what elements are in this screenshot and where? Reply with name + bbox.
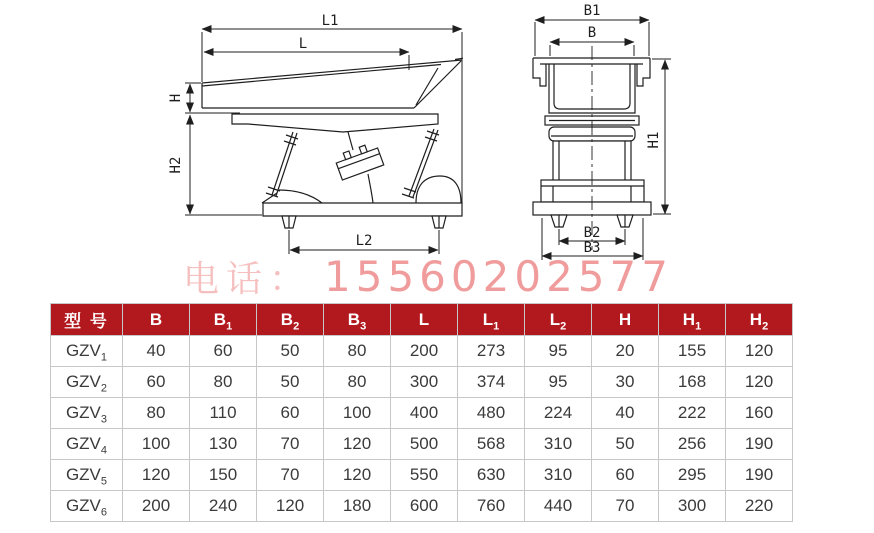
value-cell: 300	[659, 491, 726, 522]
spec-table	[50, 303, 793, 522]
value-cell: 440	[525, 491, 592, 522]
value-cell: 100	[324, 398, 391, 429]
value-cell: 480	[458, 398, 525, 429]
value-cell: 50	[592, 429, 659, 460]
value-cell: 310	[525, 429, 592, 460]
spec-table-body	[51, 336, 793, 522]
dim-label-l1: L1	[321, 13, 339, 29]
value-cell: 224	[525, 398, 592, 429]
side-view-drawing	[168, 13, 463, 254]
header-cell-model: 型 号	[51, 304, 123, 336]
value-cell: 95	[525, 367, 592, 398]
header-cell-l2: $L_2$	[525, 304, 592, 336]
dim-label-h1: H1	[646, 131, 662, 149]
value-cell: 273	[458, 336, 525, 367]
value-cell: 222	[659, 398, 726, 429]
value-cell: 30	[592, 367, 659, 398]
value-cell: 550	[391, 460, 458, 491]
value-cell: 190	[726, 429, 793, 460]
model-cell	[51, 398, 123, 429]
value-cell: 120	[726, 336, 793, 367]
value-cell: 110	[190, 398, 257, 429]
front-view-drawing	[533, 3, 671, 260]
model-cell	[51, 367, 123, 398]
model-subscript: 5	[100, 475, 108, 488]
model-name: GZV	[65, 434, 101, 453]
value-cell: 155	[659, 336, 726, 367]
value-cell: 568	[458, 429, 525, 460]
value-cell: 200	[391, 336, 458, 367]
model-subscript: 4	[100, 444, 108, 457]
value-cell: 256	[659, 429, 726, 460]
value-cell: 95	[525, 336, 592, 367]
dim-label-b2: B2	[583, 225, 601, 241]
value-cell: 50	[257, 367, 324, 398]
value-cell: 70	[592, 491, 659, 522]
value-cell: 630	[458, 460, 525, 491]
value-cell: 80	[324, 367, 391, 398]
value-cell: 70	[257, 460, 324, 491]
model-subscript: 6	[100, 506, 108, 519]
header-cell-l: L	[391, 304, 458, 336]
value-cell: 200	[123, 491, 190, 522]
value-cell: 150	[190, 460, 257, 491]
value-cell: 310	[525, 460, 592, 491]
model-name: GZV	[65, 403, 101, 422]
value-cell: 120	[726, 367, 793, 398]
dim-label-l2: L2	[355, 233, 373, 249]
model-cell	[51, 336, 123, 367]
header-row	[51, 304, 793, 336]
table-row	[51, 336, 793, 367]
watermark-number: 15560202577	[324, 252, 673, 301]
table-row	[51, 460, 793, 491]
value-cell: 760	[458, 491, 525, 522]
value-cell: 120	[324, 429, 391, 460]
header-cell-h1: $H_1$	[659, 304, 726, 336]
value-cell: 40	[592, 398, 659, 429]
header-cell-b1: $B_1$	[190, 304, 257, 336]
dim-label-h: H	[168, 93, 184, 103]
dim-label-b3: B3	[583, 240, 601, 256]
vibration-motor	[334, 141, 384, 180]
value-cell: 40	[123, 336, 190, 367]
value-cell: 168	[659, 367, 726, 398]
value-cell: 400	[391, 398, 458, 429]
value-cell: 295	[659, 460, 726, 491]
model-subscript: 1	[100, 351, 108, 364]
value-cell: 60	[123, 367, 190, 398]
value-cell: 120	[123, 460, 190, 491]
value-cell: 80	[324, 336, 391, 367]
model-name: GZV	[65, 465, 101, 484]
value-cell: 120	[324, 460, 391, 491]
value-cell: 120	[257, 491, 324, 522]
header-cell-b: B	[123, 304, 190, 336]
value-cell: 60	[190, 336, 257, 367]
value-cell: 300	[391, 367, 458, 398]
value-cell: 130	[190, 429, 257, 460]
model-subscript: 2	[100, 382, 108, 395]
table-row	[51, 367, 793, 398]
value-cell: 20	[592, 336, 659, 367]
model-cell	[51, 491, 123, 522]
value-cell: 160	[726, 398, 793, 429]
value-cell: 50	[257, 336, 324, 367]
value-cell: 180	[324, 491, 391, 522]
value-cell: 100	[123, 429, 190, 460]
value-cell: 60	[257, 398, 324, 429]
model-name: GZV	[65, 496, 101, 515]
table-row	[51, 429, 793, 460]
dim-label-b1: B1	[583, 3, 601, 19]
value-cell: 374	[458, 367, 525, 398]
header-cell-b2: $B_2$	[257, 304, 324, 336]
table-row	[51, 398, 793, 429]
model-name: GZV	[65, 372, 101, 391]
value-cell: 500	[391, 429, 458, 460]
header-cell-b3: $B_3$	[324, 304, 391, 336]
watermark-label: 电话：	[183, 259, 313, 300]
model-cell	[51, 460, 123, 491]
header-cell-h2: $H_2$	[726, 304, 793, 336]
model-cell	[51, 429, 123, 460]
value-cell: 80	[123, 398, 190, 429]
dim-label-b: B	[587, 25, 597, 41]
model-name: GZV	[65, 341, 101, 360]
value-cell: 240	[190, 491, 257, 522]
dim-label-h2: H2	[168, 156, 184, 174]
model-subscript: 3	[100, 413, 108, 426]
value-cell: 600	[391, 491, 458, 522]
header-cell-l1: $L_1$	[458, 304, 525, 336]
spec-table-header	[51, 304, 793, 336]
value-cell: 70	[257, 429, 324, 460]
value-cell: 220	[726, 491, 793, 522]
value-cell: 80	[190, 367, 257, 398]
dim-label-l: L	[298, 36, 308, 52]
value-cell: 60	[592, 460, 659, 491]
header-cell-h: H	[592, 304, 659, 336]
table-row	[51, 491, 793, 522]
value-cell: 190	[726, 460, 793, 491]
